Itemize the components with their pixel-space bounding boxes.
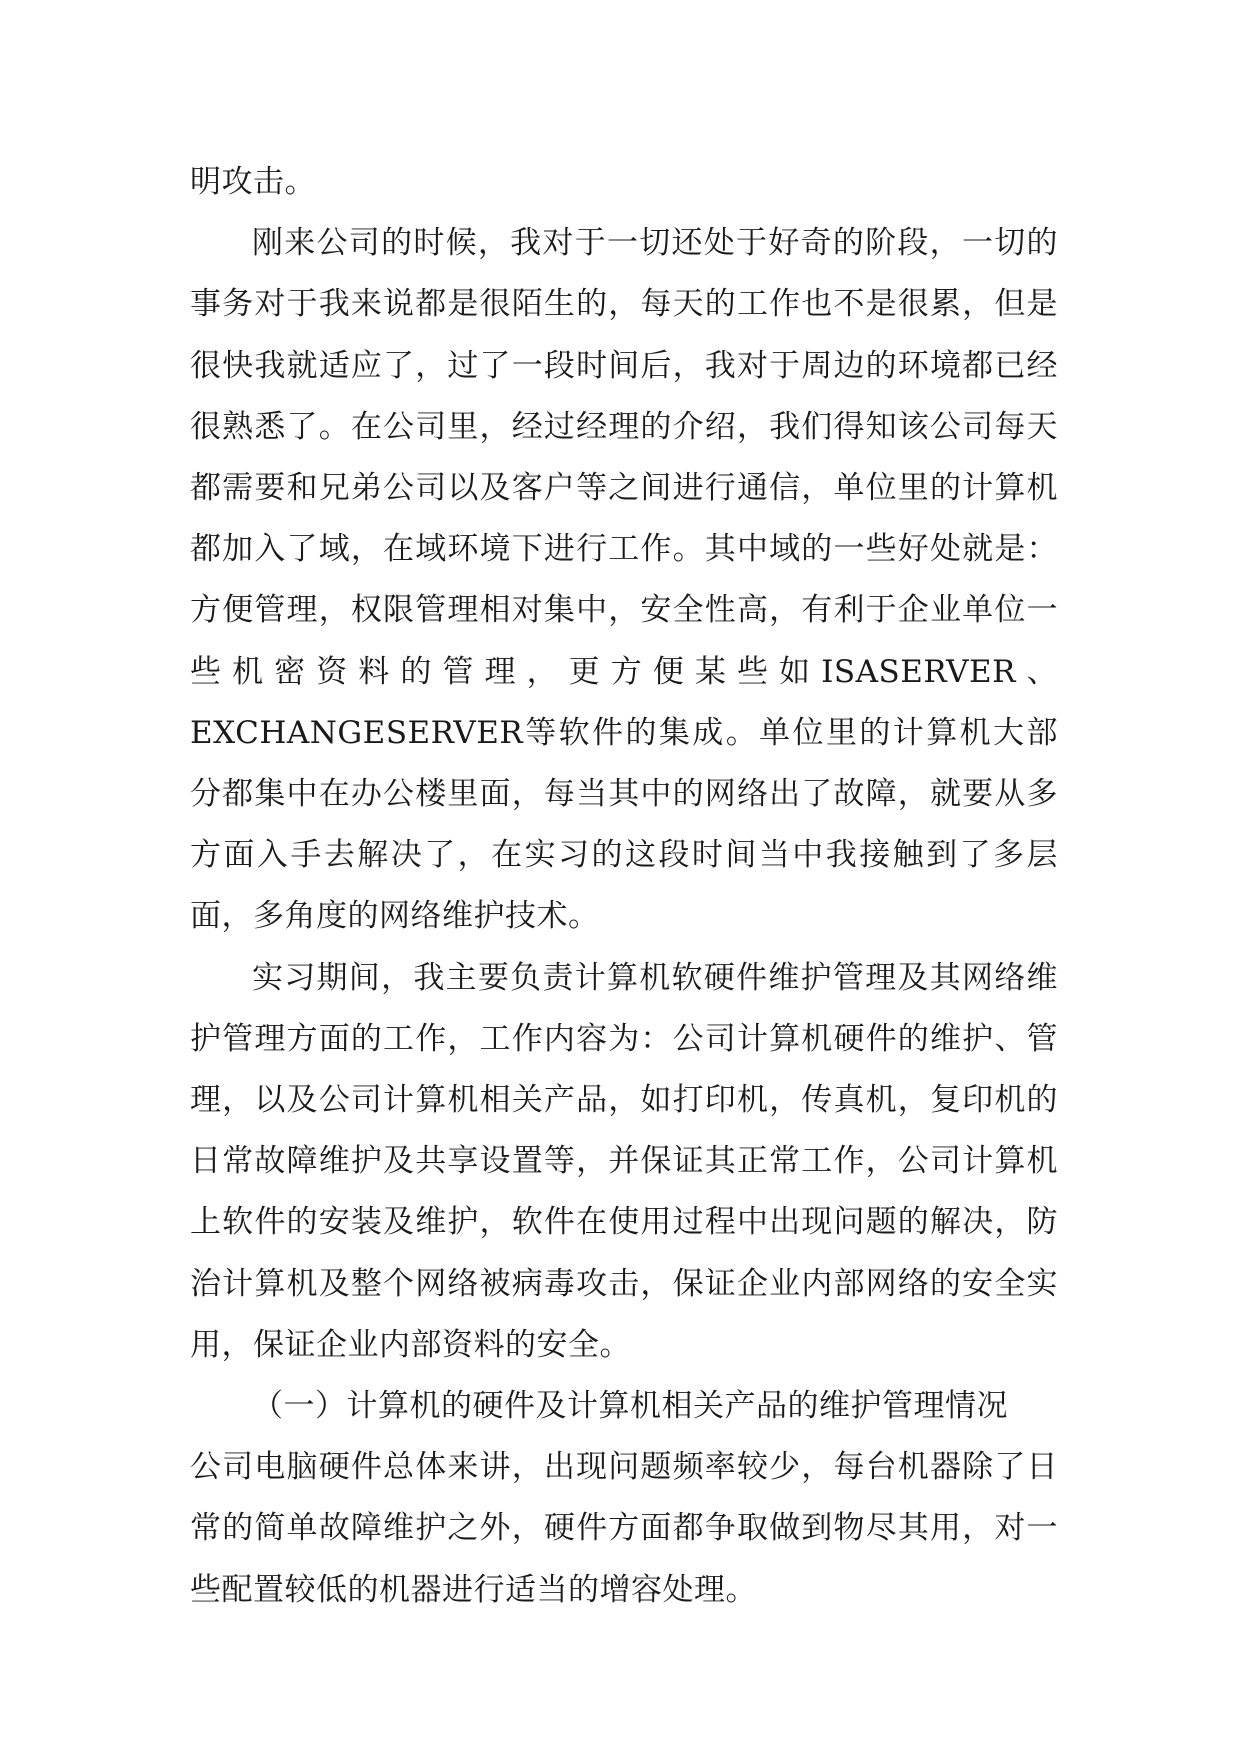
section-heading-hardware: （一）计算机的硬件及计算机相关产品的维护管理情况 <box>252 1388 1008 1425</box>
paragraph-continuation: 明攻击。 <box>190 164 316 200</box>
paragraph-hardware: 公司电脑硬件总体来讲，出现问题频率较少，每台机器除了日常的简单故障维护之外，硬件方面都争取做到物尽其用，对一些配置较低的机器进行适当的增容处理。 <box>190 1449 1058 1608</box>
body-text <box>190 152 1058 1621</box>
paragraph-duties: 实习期间，我主要负责计算机软硬件维护管理及其网络维护管理方面的工作，工作内容为：公司计算机硬件的维护、管理，以及公司计算机相关产品，如打印机，传真机，复印机的日常故障维护及共享设置等，并保证其正常工作，公司计算机上软件的安装及维护，软件在使用过程中出现问题的解决，防治计算机及整个网络被病毒攻击，保证企业内部网络的安全实用，保证企业内部资料的安全。 <box>190 959 1058 1363</box>
paragraph-arrival: 刚来公司的时候，我对于一切还处于好奇的阶段，一切的事务对于我来说都是很陌生的，每天的工作也不是很累，但是很快我就适应了，过了一段时间后，我对于周边的环境都已经很熟悉了。在公司里，经过经理的介绍，我们得知该公司每天都需要和兄弟公司以及客户等之间进行通信，单位里的计算机都加入了域，在域环境下进行工作。其中域的一些好处就是：方便管理，权限管理相对集中，安全性高，有利于企业单位一些机密资料的管理，更方便某些如ISASERVER、EXCHANGESERVER等软件的集成。单位里的计算机大部分都集中在办公楼里面，每当其中的网络出了故障，就要从多方面入手去解决了，在实习的这段时间当中我接触到了多层面，多角度的网络维护技术。 <box>190 225 1058 935</box>
